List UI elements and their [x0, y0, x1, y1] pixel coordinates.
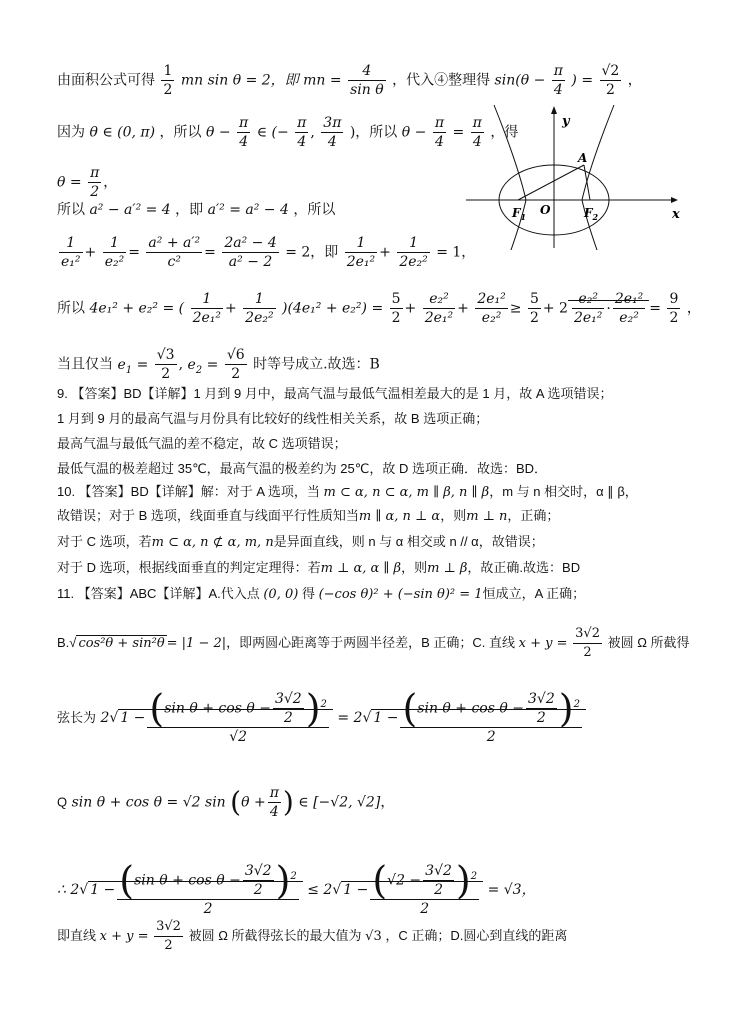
fraction: $\frac{5}{2}$ — [391, 291, 401, 326]
q9-line-2: 1 月到 9 月的最高气温与月份具有比较好的线性相关关系，故 B 选项正确； — [57, 411, 489, 426]
sqrt: 1 − (√2 − $\frac{3√2}{2}$ )$^2$ 2 — [341, 881, 483, 898]
fraction-4-over-sin: $\frac{4}{\text{sin θ}}$ — [350, 63, 384, 98]
intro-line-6: 所以 4e₁² + e₂² = ( $\frac{1}{\text{2e₁²}}$ + $\frac{1}{\text{2e₂²}}$ )(4e₁² + e₂²) = $\frac{5}{2}$ + $\frac{\text{e₂²}}{\text{2e₁²}}$ + $\frac{\text{2e₁²}}{\text{e₂²}}$ ≥ $\frac{5}{2}$ + 2 $\frac{\text{e₂²}}{\text{2e₁²}}$ · $\frac{\text{2e₁²}}{\text{e₂²}}$ = $\frac{9}{2}$ ， — [57, 291, 701, 326]
sqrt: 1 − (sin θ + cos θ − $\frac{3√2}{2}$ )$^2$ 2 — [371, 709, 586, 726]
fraction: $\frac{\text{e₂²}}{\text{2e₁²}}$ — [424, 291, 454, 326]
q9-line-3: 最高气温与最低气温的差不稳定，故 C 选项错误； — [57, 436, 347, 451]
label-x: x — [672, 207, 680, 222]
fraction-pi-2: $\frac{\pi}{2}$ — [90, 165, 100, 200]
text: )，所以 — [349, 124, 398, 141]
fraction-pi-4: $\frac{\pi}{4}$ — [553, 63, 563, 98]
text: ，代入④整理得 — [392, 72, 491, 89]
fraction-half: $\frac{1}{2}$ — [163, 63, 173, 98]
q10-line-3: 对于 C 选项，若m ⊂ α, n ⊄ α, m, n是异面直线，则 n 与 α 相交或 n // α，故错误； — [57, 534, 544, 550]
q10-line-2: 故错误；对于 B 选项，线面垂直与线面平行性质知当m ∥ α, n ⊥ α，则m ⊥ n，正确； — [57, 508, 560, 524]
text: 因为 — [57, 124, 85, 141]
q11-line-2: B.√ cos²θ + sin²θ = |1 − 2|，即两圆心距离等于两圆半径差，B 正确；C. 直线 x + y = $\frac{3√2}{2}$ 被圆 Ω 所截得 — [57, 626, 690, 660]
math: θ = — [57, 174, 82, 191]
fraction: $\frac{\text{2a² − 4}}{\text{a² − 2}}$ — [224, 235, 277, 270]
ellipse-hyperbola-figure — [466, 100, 696, 250]
math: ) = — [571, 72, 594, 89]
q10-line-4: 对于 D 选项，根据线面垂直的判定定理得：若m ⊥ α, α ∥ β，则m ⊥ β，故正确.故选：BD — [57, 560, 581, 576]
text: ，所以 — [159, 124, 202, 141]
sqrt: 1 − (sin θ + cos θ − $\frac{3√2}{2}$ )$^2$ √2 — [118, 709, 333, 726]
text: ， — [686, 300, 701, 317]
y-axis-arrow — [551, 106, 557, 114]
label-y: y — [562, 114, 570, 129]
fraction-pi-4: $\frac{\pi}{4}$ — [472, 115, 482, 150]
inequality-line: ∴ 2√ 1 − (sin θ + cos θ − $\frac{3√2}{2}$ )$^2$ 2 ≤ 2√ 1 − (√2 − $\frac{3√2}{2}$ )$^2$ 2 = √3， — [57, 858, 536, 917]
math: θ ∈ (0, π) — [89, 124, 156, 141]
fraction: $\frac{√6}{2}$ — [226, 347, 245, 382]
fraction: $\frac{1}{\text{2e₂²}}$ — [245, 291, 274, 326]
fraction: $\frac{1}{\text{2e₂²}}$ — [399, 235, 428, 270]
fraction-pi-4: $\frac{\pi}{4}$ — [297, 115, 307, 150]
intro-line-4 — [57, 200, 335, 220]
math: a² − a′² = 4 — [89, 202, 171, 218]
label-a: A — [578, 151, 588, 165]
fraction-pi-4: $\frac{\pi}{4}$ — [239, 115, 249, 150]
intro-line-3: θ = $\frac{\pi}{2}$ ， — [57, 165, 118, 200]
q11-last-line: 即直线 x + y = $\frac{3√2}{2}$ 被圆 Ω 所截得弦长的最大值为 √3 ，C 正确；D.圆心到直线的距离 — [57, 919, 568, 953]
text: ，得 — [490, 124, 519, 141]
text: 所以 — [57, 300, 85, 317]
fraction-pi-4: $\frac{\pi}{4}$ — [434, 115, 445, 150]
fraction: $\frac{1}{\text{2e₁²}}$ — [192, 291, 221, 326]
sqrt: 1 − (sin θ + cos θ − $\frac{3√2}{2}$ )$^2$ 2 — [88, 881, 303, 898]
fraction: $\frac{√3}{2}$ — [156, 347, 175, 382]
fraction: $\frac{9}{2}$ — [669, 291, 679, 326]
math: mn — [180, 72, 204, 89]
math: θ − — [205, 124, 231, 141]
text: 当且仅当 — [57, 356, 113, 373]
text: ，即 — [175, 202, 204, 218]
text: = 1， — [436, 244, 476, 261]
fraction-sqrt2-2: $\frac{√2}{2}$ — [601, 63, 620, 98]
math: mn = — [303, 72, 342, 89]
math: 4e₁² + e₂² = ( — [89, 300, 185, 317]
segment-f1-a — [518, 165, 584, 200]
intro-line-5: $\frac{1}{\text{e₁²}}$ + $\frac{1}{\text{e₂²}}$ = $\frac{\text{a² + a′²}}{\text{c²}}$ = $\frac{\text{2a² − 4}}{\text{a² − 2}}$ = 2，即 $\frac{1}{\text{2e₁²}}$ + $\frac{1}{\text{2e₂²}}$ = 1， — [61, 235, 476, 270]
fraction: $\frac{1}{\text{e₁²}}$ — [61, 235, 81, 270]
label-f2: $F_2$ — [584, 206, 599, 222]
fraction-3pi-4: $\frac{3\pi}{4}$ — [323, 115, 342, 150]
label-f1: $F_1$ — [512, 206, 527, 222]
fraction: $\frac{1}{\text{2e₁²}}$ — [346, 235, 376, 270]
fraction: $\frac{\text{2e₁²}}{\text{e₂²}}$ — [477, 291, 506, 326]
fraction: $\frac{5}{2}$ — [529, 291, 539, 326]
chord-formula-1: 弦长为 2√ 1 − (sin θ + cos θ − $\frac{3√2}{2}$ )$^2$ √2 = 2√ 1 − (sin θ + cos θ − $\frac{3√2}{2}$ )$^2$ 2 — [57, 690, 586, 746]
q10-line-1: 10. 【答案】BD【详解】解：对于 A 选项，当 m ⊂ α, n ⊂ α, m ∥ β, n ∥ β，m 与 n 相交时，α ∥ β， — [57, 484, 638, 500]
math: ∈ (− — [256, 124, 289, 141]
x-axis-arrow — [671, 197, 678, 203]
text: 所以 — [57, 202, 85, 218]
math: θ − — [401, 124, 427, 141]
label-o: O — [540, 203, 551, 217]
text: 由面积公式可得 — [57, 72, 155, 89]
math: )(4e₁² + e₂²) = — [282, 300, 384, 317]
q11-line-1: 11. 【答案】ABC【详解】A.代入点 (0, 0) 得 (−cos θ)² + (−sin θ)² = 1恒成立，A 正确； — [57, 586, 586, 602]
intro-line-7: 当且仅当 $e_1$ = $\frac{√3}{2}$ , $e_2$ = $\frac{√6}{2}$ 时等号成立.故选：B — [57, 347, 380, 382]
text: ，所以 — [293, 202, 336, 218]
fraction: $\frac{\text{a² + a′²}}{\text{c²}}$ — [148, 235, 201, 270]
math: sin(θ − — [494, 72, 546, 89]
math: a′² = a² − 4 — [207, 202, 289, 218]
fraction: $\frac{1}{\text{e₂²}}$ — [104, 235, 125, 270]
intro-line-2: 因为 θ ∈ (0, π) ，所以 θ − $\frac{\pi}{4}$ ∈ (− $\frac{\pi}{4}$ , $\frac{3\pi}{4}$ )，所以 θ − $\frac{\pi}{4}$ = $\frac{\pi}{4}$ ，得 — [57, 115, 519, 150]
range-line: Q sin θ + cos θ = √2 sin (θ + $\frac{\pi}{4}$ ) ∈ [−√2, √2]， — [57, 785, 395, 820]
sqrt: $\frac{\text{e₂²}}{\text{2e₁²}}$ · $\frac{\text{2e₁²}}{\text{e₂²}}$ — [568, 300, 649, 317]
text: 时等号成立.故选：B — [253, 356, 380, 373]
q9-line-4: 最低气温的极差超过 35℃，最高气温的极差约为 25℃，故 D 选项正确．故选：BD． — [57, 461, 548, 476]
segment-f2-a — [584, 165, 590, 200]
q9-line-1: 9. 【答案】BD【详解】1 月到 9 月中，最高气温与最低气温相差最大的是 1 月，故 A 选项错误； — [57, 386, 613, 401]
intro-line-1: 由面积公式可得 $\frac{1}{2}$ mn sin θ = 2，即 mn = $\frac{4}{\text{sin θ}}$ ，代入④整理得 sin(θ − $\frac{\pi}{4}$ ) = $\frac{√2}{2}$ ， — [57, 63, 642, 98]
math: sin θ = 2，即 — [207, 72, 299, 89]
text: = 2，即 — [285, 244, 339, 261]
